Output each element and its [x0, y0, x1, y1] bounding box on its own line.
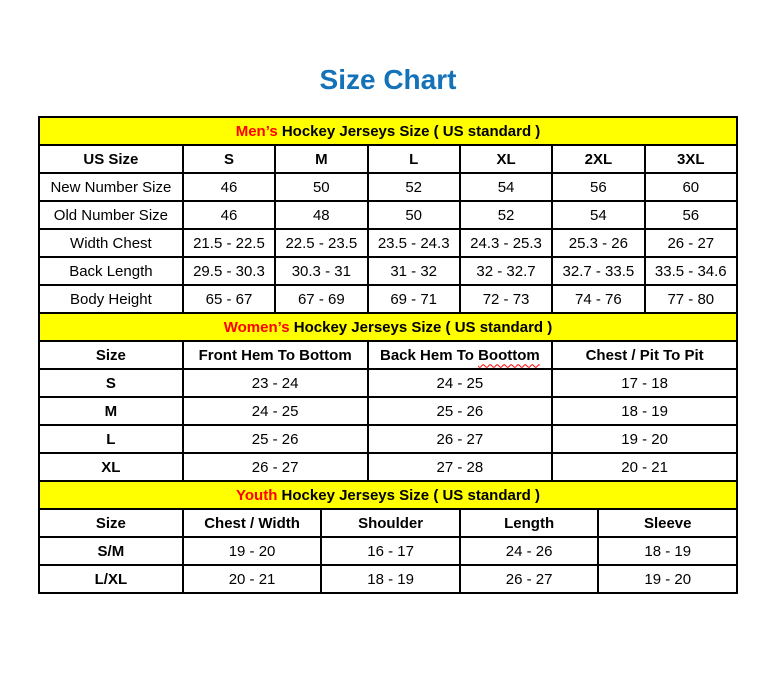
- mens-size-table: [38, 116, 738, 314]
- womens-column-header-2: [368, 341, 553, 369]
- youth-column-header-2: Shoulder: [321, 509, 460, 537]
- womens-band-text: Hockey Jerseys Size ( US standard ): [289, 318, 553, 336]
- youth-row-label: L/XL: [39, 565, 183, 593]
- mens-value-cell: 69 - 71: [368, 285, 460, 313]
- youth-value-cell: 16 - 17: [321, 537, 460, 565]
- youth-value-cell: 19 - 20: [598, 565, 737, 593]
- mens-row-label: Body Height: [39, 285, 183, 313]
- mens-column-header-4: XL: [460, 145, 552, 173]
- youth-table-row-1: [39, 565, 737, 593]
- mens-value-cell: 52: [460, 201, 552, 229]
- womens-value-cell: 19 - 20: [552, 425, 737, 453]
- mens-value-cell: 72 - 73: [460, 285, 552, 313]
- womens-value-cell: 25 - 26: [368, 397, 553, 425]
- mens-table-row-3: [39, 257, 737, 285]
- mens-column-header-0: US Size: [39, 145, 183, 173]
- mens-value-cell: 54: [460, 173, 552, 201]
- youth-column-header-3: Length: [460, 509, 599, 537]
- youth-value-cell: 20 - 21: [183, 565, 322, 593]
- womens-table-row-3: [39, 453, 737, 481]
- mens-value-cell: 60: [645, 173, 737, 201]
- mens-value-cell: 31 - 32: [368, 257, 460, 285]
- womens-row-label: L: [39, 425, 183, 453]
- mens-value-cell: 21.5 - 22.5: [183, 229, 275, 257]
- womens-value-cell: 17 - 18: [552, 369, 737, 397]
- size-chart-tables: [38, 116, 738, 594]
- womens-value-cell: 27 - 28: [368, 453, 553, 481]
- mens-value-cell: 74 - 76: [552, 285, 644, 313]
- mens-column-header-2: M: [275, 145, 367, 173]
- womens-value-cell: 24 - 25: [368, 369, 553, 397]
- mens-row-label: Width Chest: [39, 229, 183, 257]
- womens-value-cell: 26 - 27: [183, 453, 368, 481]
- womens-table-row-2: [39, 425, 737, 453]
- womens-table-row-0: [39, 369, 737, 397]
- youth-section-band: [39, 481, 737, 509]
- womens-value-cell: 24 - 25: [183, 397, 368, 425]
- mens-value-cell: 77 - 80: [645, 285, 737, 313]
- page-title: Size Chart: [319, 64, 457, 95]
- womens-value-cell: 20 - 21: [552, 453, 737, 481]
- womens-row-label: S: [39, 369, 183, 397]
- mens-band-accent-word: Men’s: [235, 122, 278, 140]
- mens-table-row-0: [39, 173, 737, 201]
- womens-section-band: [39, 313, 737, 341]
- mens-column-header-1: S: [183, 145, 275, 173]
- mens-value-cell: 46: [183, 201, 275, 229]
- youth-value-cell: 24 - 26: [460, 537, 599, 565]
- mens-value-cell: 25.3 - 26: [552, 229, 644, 257]
- mens-table-row-2: [39, 229, 737, 257]
- mens-column-header-5: 2XL: [552, 145, 644, 173]
- mens-value-cell: 32 - 32.7: [460, 257, 552, 285]
- womens-value-cell: 26 - 27: [368, 425, 553, 453]
- youth-value-cell: 26 - 27: [460, 565, 599, 593]
- womens-band-accent-word: Women’s: [223, 318, 290, 336]
- mens-table-row-4: [39, 285, 737, 313]
- womens-column-header-0: Size: [39, 341, 183, 369]
- mens-value-cell: 48: [275, 201, 367, 229]
- mens-value-cell: 54: [552, 201, 644, 229]
- youth-row-label: S/M: [39, 537, 183, 565]
- mens-value-cell: 24.3 - 25.3: [460, 229, 552, 257]
- mens-value-cell: 56: [645, 201, 737, 229]
- youth-column-header-0: Size: [39, 509, 183, 537]
- youth-column-header-1: Chest / Width: [183, 509, 322, 537]
- womens-column-header-2-text: Back Hem To: [380, 346, 479, 364]
- mens-value-cell: 52: [368, 173, 460, 201]
- mens-value-cell: 32.7 - 33.5: [552, 257, 644, 285]
- mens-row-label: Old Number Size: [39, 201, 183, 229]
- mens-band-text: Hockey Jerseys Size ( US standard ): [277, 122, 541, 140]
- youth-band-accent-word: Youth: [236, 486, 278, 504]
- youth-size-table: [38, 480, 738, 594]
- mens-value-cell: 30.3 - 31: [275, 257, 367, 285]
- mens-column-header-6: 3XL: [645, 145, 737, 173]
- womens-value-cell: 18 - 19: [552, 397, 737, 425]
- youth-table-row-0: [39, 537, 737, 565]
- mens-value-cell: 23.5 - 24.3: [368, 229, 460, 257]
- womens-column-header-1: Front Hem To Bottom: [183, 341, 368, 369]
- womens-value-cell: 25 - 26: [183, 425, 368, 453]
- mens-value-cell: 67 - 69: [275, 285, 367, 313]
- womens-value-cell: 23 - 24: [183, 369, 368, 397]
- mens-value-cell: 50: [368, 201, 460, 229]
- mens-column-header-3: L: [368, 145, 460, 173]
- youth-value-cell: 18 - 19: [321, 565, 460, 593]
- womens-row-label: M: [39, 397, 183, 425]
- mens-row-label: Back Length: [39, 257, 183, 285]
- youth-column-header-4: Sleeve: [598, 509, 737, 537]
- mens-value-cell: 26 - 27: [645, 229, 737, 257]
- womens-table-row-1: [39, 397, 737, 425]
- mens-table-row-1: [39, 201, 737, 229]
- youth-value-cell: 19 - 20: [183, 537, 322, 565]
- youth-value-cell: 18 - 19: [598, 537, 737, 565]
- mens-value-cell: 56: [552, 173, 644, 201]
- youth-band-text: Hockey Jerseys Size ( US standard ): [277, 486, 540, 504]
- mens-value-cell: 50: [275, 173, 367, 201]
- mens-value-cell: 65 - 67: [183, 285, 275, 313]
- mens-value-cell: 29.5 - 30.3: [183, 257, 275, 285]
- mens-row-label: New Number Size: [39, 173, 183, 201]
- mens-value-cell: 33.5 - 34.6: [645, 257, 737, 285]
- mens-section-band: [39, 117, 737, 145]
- womens-row-label: XL: [39, 453, 183, 481]
- womens-misspelled-word: Boottom: [478, 346, 540, 364]
- womens-size-table: [38, 312, 738, 482]
- mens-value-cell: 22.5 - 23.5: [275, 229, 367, 257]
- womens-column-header-3: Chest / Pit To Pit: [552, 341, 737, 369]
- mens-value-cell: 46: [183, 173, 275, 201]
